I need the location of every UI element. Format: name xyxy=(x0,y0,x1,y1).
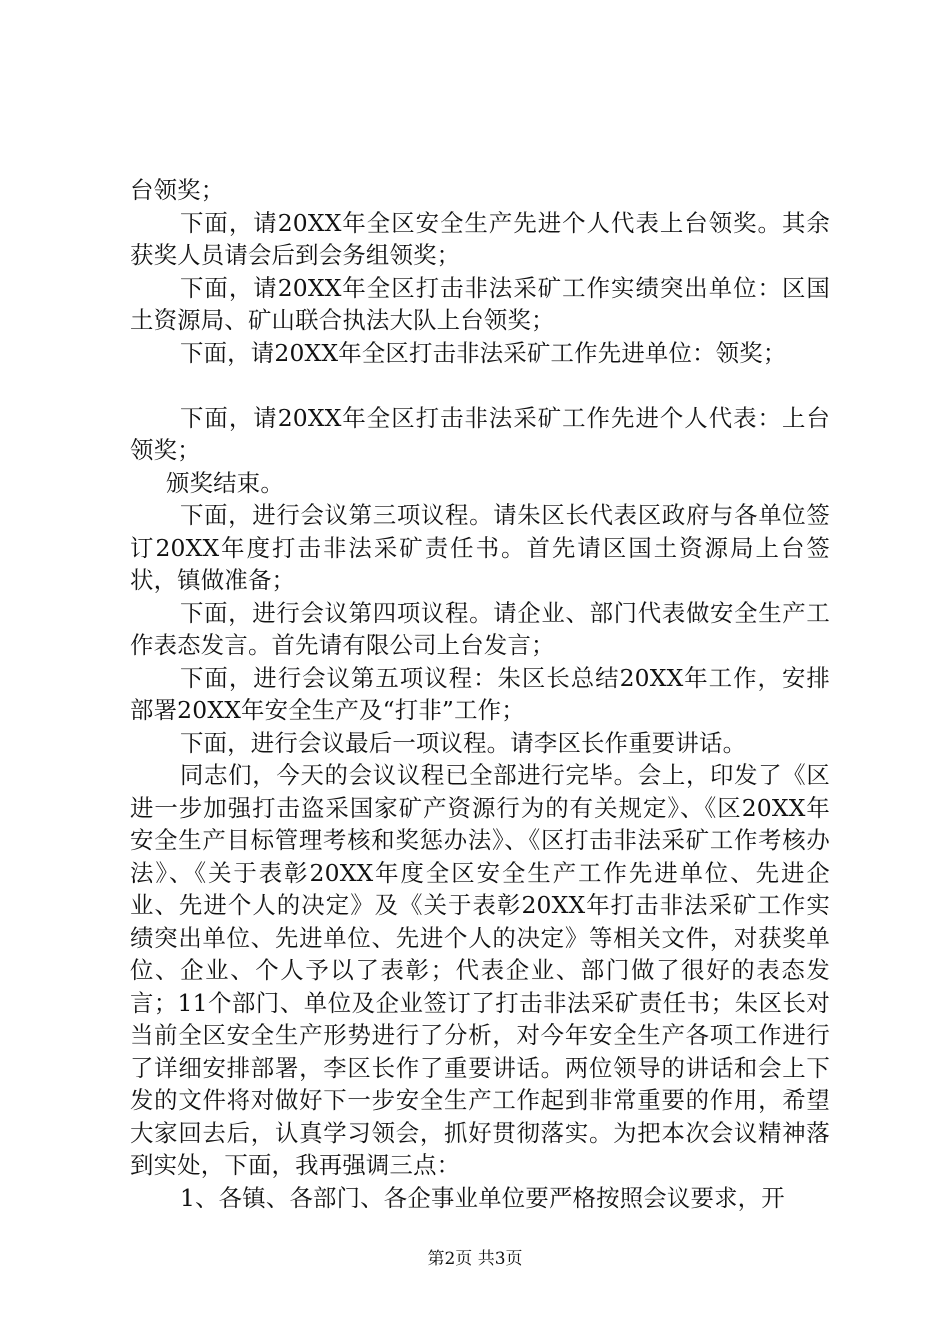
paragraph-spacer xyxy=(130,369,830,402)
paragraph-point-1: 1、各镇、各部门、各企事业单位要严格按照会议要求，开 xyxy=(180,1183,785,1212)
paragraph-continuation: 台领奖； xyxy=(130,176,225,204)
paragraph-meeting-summary: 同志们，今天的会议议程已全部进行完毕。会上，印发了《区进一步加强打击盗采国家矿产资源行为的有关规定》、《区20XX年安全生产目标管理考核和奖惩办法》、《区打击非法采矿工作考核办法》、《关于表彰20XX年度全区安全生产工作先进单位、先进企业、先进个人的决定》及《关于表彰20XX年打击非法采矿工作实绩突出单位、先进单位、先进个人的决定》等相关文件，对获奖单位、企业、个人予以了表彰；代表企业、部门做了很好的表态发言；11个部门、单位及企业签订了打击非法采矿责任书；朱区长对当前全区安全生产形势进行了分析，对今年安全生产各项工作进行了详细安排部署，李区长作了重要讲话。两位领导的讲话和会上下发的文件将对做好下一步安全生产工作起到非常重要的作用，希望大家回去后，认真学习领会，抓好贯彻落实。为把本次会议精神落到实处，下面，我再强调三点： xyxy=(130,761,830,1179)
paragraph-individual-safety-award: 下面，请20XX年全区安全生产先进个人代表上台领奖。其余获奖人员请会后到会务组领奖； xyxy=(130,208,830,269)
page-number-footer: 第2页 共3页 xyxy=(427,1249,523,1269)
paragraph-agenda-item-4: 下面，进行会议第四项议程。请企业、部门代表做安全生产工作表态发言。首先请有限公司上台发言； xyxy=(130,598,830,659)
document-body xyxy=(130,174,830,1214)
paragraph-outstanding-unit-award: 下面，请20XX年全区打击非法采矿工作实绩突出单位：区国土资源局、矿山联合执法大队上台领奖； xyxy=(130,273,830,334)
paragraph-advanced-individual-award: 下面，请20XX年全区打击非法采矿工作先进个人代表：上台领奖； xyxy=(130,403,830,464)
paragraph-agenda-item-3: 下面，进行会议第三项议程。请朱区长代表区政府与各单位签订20XX年度打击非法采矿责任书。首先请区国土资源局上台签状，镇做准备； xyxy=(130,501,830,594)
paragraph-award-end: 颁奖结束。 xyxy=(166,468,284,497)
paragraph-agenda-item-5: 下面，进行会议第五项议程：朱区长总结20XX年工作，安排部署20XX年安全生产及“打非”工作； xyxy=(130,663,830,724)
paragraph-advanced-unit-award: 下面，请20XX年全区打击非法采矿工作先进单位：领奖； xyxy=(180,338,787,367)
paragraph-final-agenda-item: 下面，进行会议最后一项议程。请李区长作重要讲话。 xyxy=(180,728,747,757)
